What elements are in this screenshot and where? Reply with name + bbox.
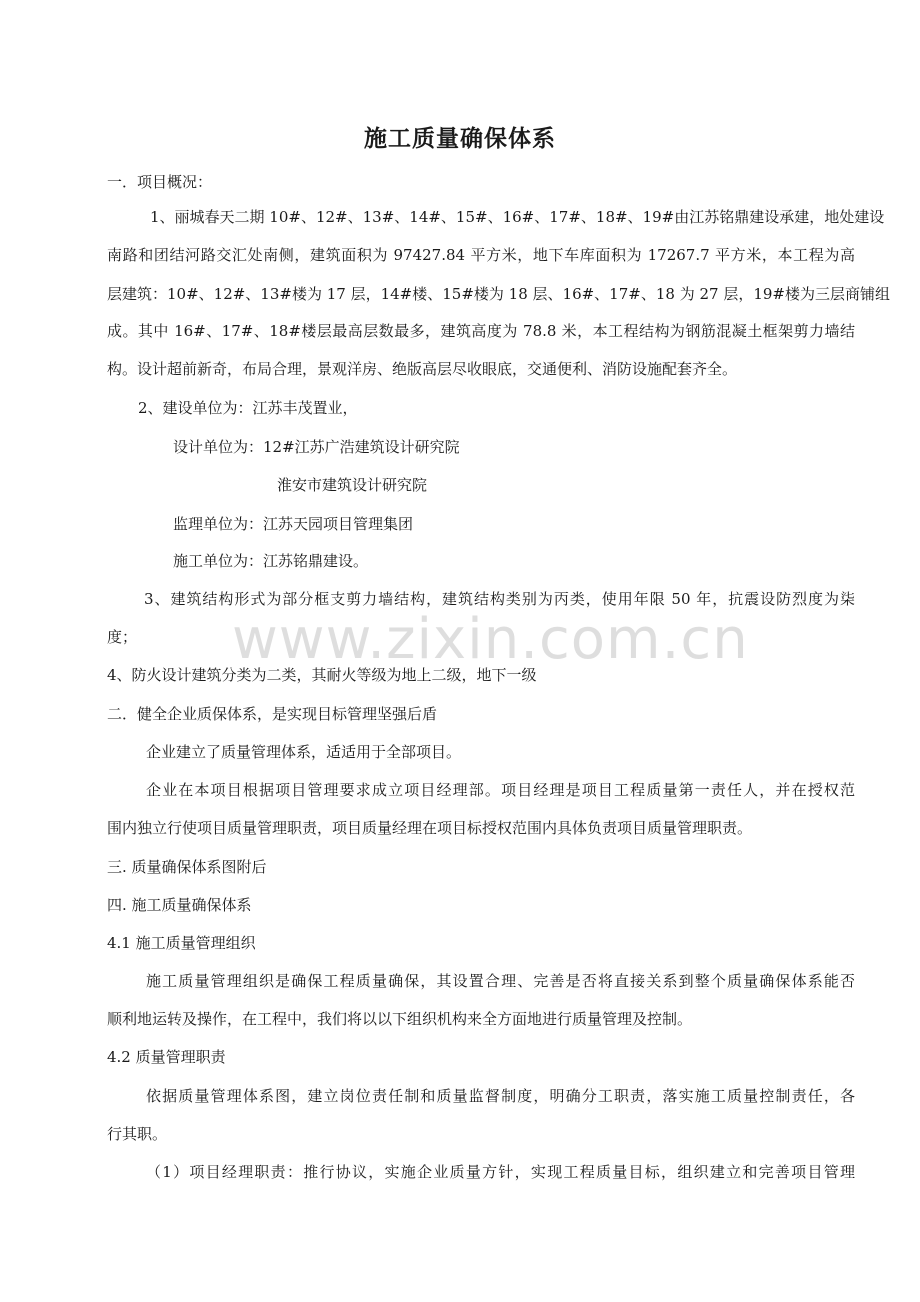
section-heading-3: 三. 质量确保体系图附后 xyxy=(107,858,267,876)
paragraph-line: 施工质量管理组织是确保工程质量确保，其设置合理、完善是否将直接关系到整个质量确保体系能否 xyxy=(146,972,855,990)
paragraph-line: 4、防火设计建筑分类为二类，其耐火等级为地上二级，地下一级 xyxy=(107,666,537,684)
supervision-unit-line: 监理单位为：江苏天园项目管理集团 xyxy=(173,515,414,533)
document-title: 施工质量确保体系 xyxy=(364,125,556,152)
paragraph-line: 企业建立了质量管理体系，适适用于全部项目。 xyxy=(146,743,462,761)
paragraph-line: 度； xyxy=(107,628,138,646)
paragraph-line: 依据质量管理体系图，建立岗位责任制和质量监督制度，明确分工职责，落实施工质量控制责任，各 xyxy=(146,1087,855,1105)
design-unit-line: 设计单位为：12#江苏广浩建筑设计研究院 xyxy=(173,438,460,456)
paragraph-line: 行其职。 xyxy=(107,1125,168,1143)
paragraph-line: 顺利地运转及操作，在工程中，我们将以以下组织机构来全方面地进行质量管理及控制。 xyxy=(107,1010,693,1028)
watermark: www.zixin.com.cn xyxy=(232,607,749,672)
design-unit-line-2: 淮安市建筑设计研究院 xyxy=(277,476,428,494)
paragraph-line: 1、丽城春天二期 10#、12#、13#、14#、15#、16#、17#、18#、19#由江苏铭鼎建设承建，地处建设 xyxy=(150,208,885,226)
paragraph-line: 围内独立行使项目质量管理职责，项目质量经理在项目标授权范围内具体负责项目质量管理职责。 xyxy=(107,819,753,837)
section-heading-overview: 一．项目概况： xyxy=(107,173,213,191)
paragraph-line: （1）项目经理职责：推行协议，实施企业质量方针，实现工程质量目标，组织建立和完善项目管理 xyxy=(146,1163,855,1181)
paragraph-line: 3、建筑结构形式为部分框支剪力墙结构，建筑结构类别为丙类，使用年限 50 年，抗震设防烈度为柒 xyxy=(144,590,855,608)
construction-unit-line: 2、建设单位为：江苏丰茂置业， xyxy=(138,399,358,417)
section-heading-2: 二．健全企业质保体系，是实现目标管理坚强后盾 xyxy=(107,705,438,723)
paragraph-line: 企业在本项目根据项目管理要求成立项目经理部。项目经理是项目工程质量第一责任人，并在授权范 xyxy=(146,781,855,799)
section-heading-4: 四. 施工质量确保体系 xyxy=(107,896,252,914)
subsection-heading-4-2: 4.2 质量管理职责 xyxy=(107,1048,226,1066)
paragraph-line: 构。设计超前新奇，布局合理，景观洋房、绝版高层尽收眼底，交通便利、消防设施配套齐全。 xyxy=(107,360,738,378)
paragraph-line: 成。其中 16#、17#、18#楼层最高层数最多，建筑高度为 78.8 米，本工程结构为钢筋混凝土框架剪力墙结 xyxy=(107,322,855,340)
subsection-heading-4-1: 4.1 施工质量管理组织 xyxy=(107,934,256,952)
paragraph-line: 南路和团结河路交汇处南侧，建筑面积为 97427.84 平方米，地下车库面积为 17267.7 平方米，本工程为高 xyxy=(107,246,855,264)
paragraph-line: 层建筑：10#、12#、13#楼为 17 层，14#楼、15#楼为 18 层、16#、17#、18 为 27 层，19#楼为三层商铺组 xyxy=(107,285,890,303)
contractor-unit-line: 施工单位为：江苏铭鼎建设。 xyxy=(173,552,369,570)
